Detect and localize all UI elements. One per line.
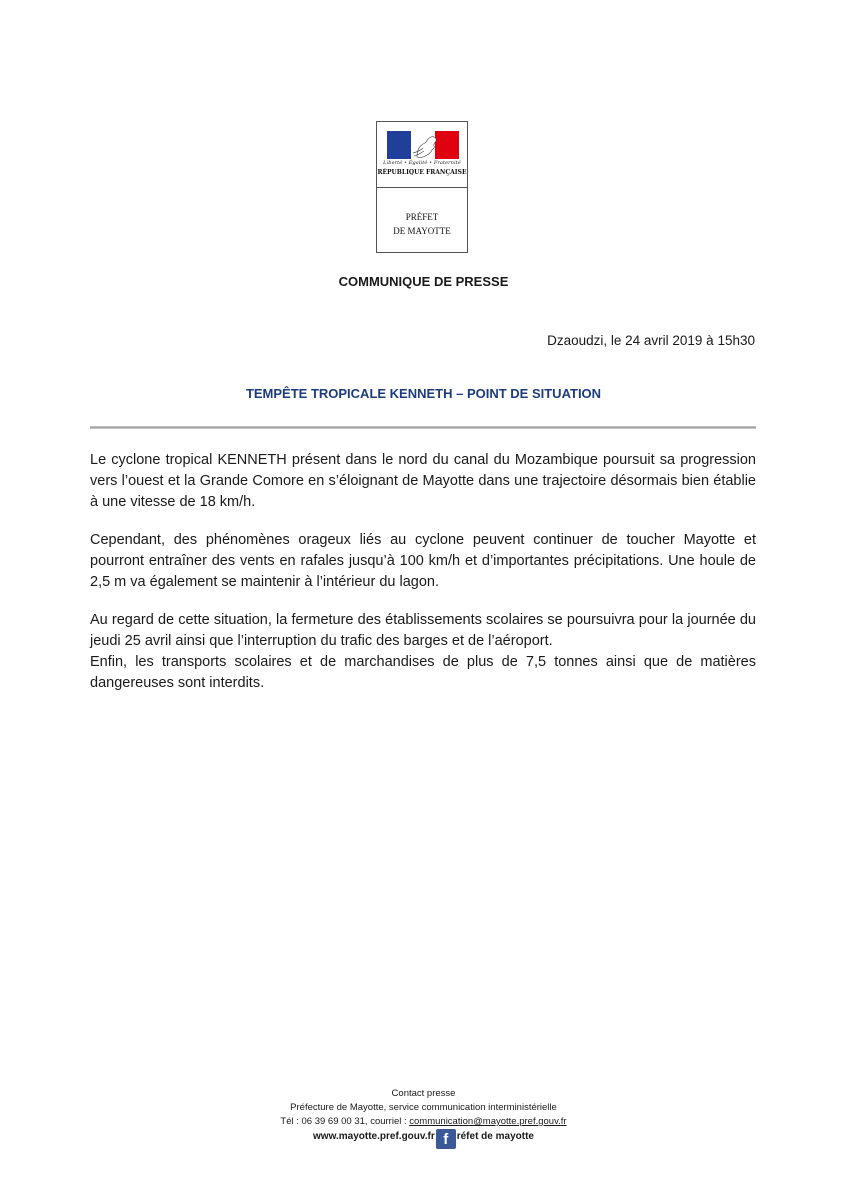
paragraph-4: Enfin, les transports scolaires et de marchandises de plus de 7,5 tonnes ainsi que de matières dangereuses sont interdits. (90, 654, 756, 691)
communique-heading: COMMUNIQUE DE PRESSE (338, 274, 509, 289)
facebook-link[interactable]: réfet de mayotte (456, 1131, 534, 1142)
contact-phone-email (0, 1115, 847, 1128)
contact-web (0, 1129, 847, 1149)
marianne-logo (377, 122, 467, 188)
website-link[interactable]: www.mayotte.pref.gouv.fr (313, 1131, 435, 1142)
contact-service: Préfecture de Mayotte, service communication interministérielle (290, 1102, 557, 1113)
contact-phone: Tél : 06 39 69 00 31, courriel : (280, 1116, 410, 1127)
republic-motto: Liberté • Égalité • Fraternité (383, 160, 461, 166)
dateline: Dzaoudzi, le 24 avril 2019 à 15h30 (547, 333, 755, 348)
contact-label: Contact presse (391, 1088, 456, 1099)
facebook-icon[interactable]: f (436, 1129, 456, 1149)
contact-email-link[interactable]: communication@mayotte.pref.gouv.fr (409, 1116, 567, 1127)
document-title: TEMPÊTE TROPICALE KENNETH – POINT DE SITUATION (245, 386, 602, 401)
title-divider (90, 426, 756, 429)
prefet-line-2: DE MAYOTTE (393, 226, 451, 236)
prefet-label (377, 210, 467, 238)
prefecture-logo (376, 121, 468, 253)
prefet-line-1: PRÉFET (405, 212, 439, 222)
marianne-flag-icon (387, 131, 459, 159)
paragraph-2: Cependant, des phénomènes orageux liés au cyclone peuvent continuer de toucher Mayotte et pourront entraîner des vents en rafales jusqu’à 100 km/h et d’importantes précipitations. Une houle de 2,5 m va également se maintenir à l’intérieur du lagon. (90, 532, 756, 590)
republique-francaise-label: RÉPUBLIQUE FRANÇAISE (377, 169, 467, 176)
paragraph-1: Le cyclone tropical KENNETH présent dans le nord du canal du Mozambique poursuit sa progression vers l’ouest et la Grande Comore en s’éloignant de Mayotte dans une trajectoire désormais bien établie à une vitesse de 18 km/h. (90, 452, 756, 510)
paragraph-3: Au regard de cette situation, la fermeture des établissements scolaires se poursuivra pour la journée du jeudi 25 avril ainsi que l’interruption du trafic des barges et de l’aéroport. (90, 612, 756, 649)
